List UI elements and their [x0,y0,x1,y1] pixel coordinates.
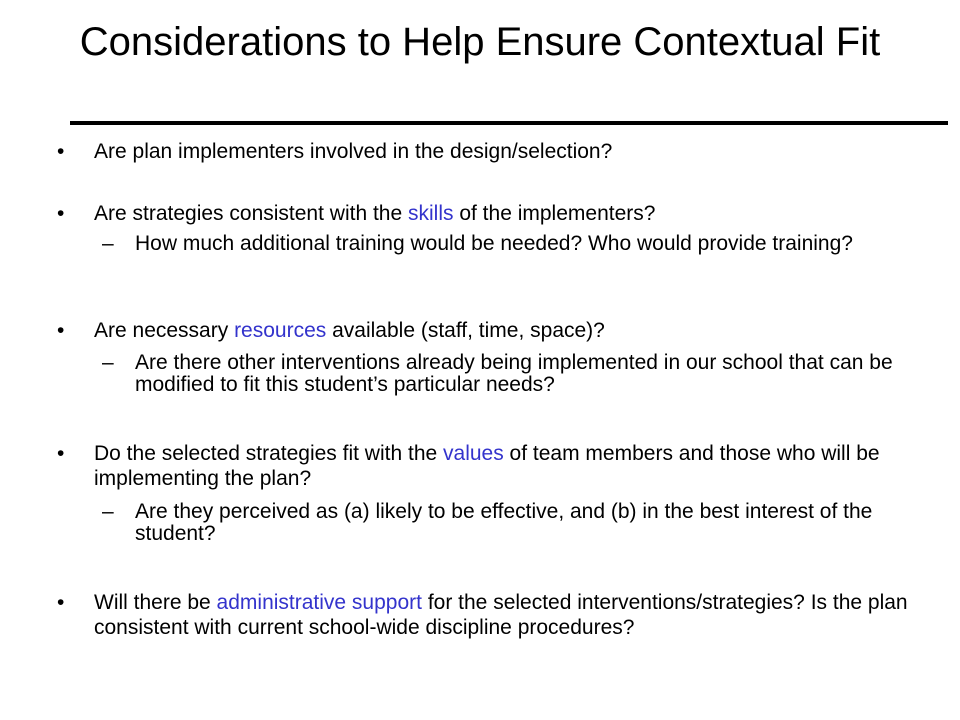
bullet-text: Will there be administrative support for the selected interventions/strategies? Is the plan consistent with current school-wide discipline procedures? [94,591,908,639]
bullet-marker: • [57,140,65,163]
sub-marker: – [102,232,114,255]
sub-marker: – [102,351,114,374]
sub-text: How much additional training would be needed? Who would provide training? [135,232,853,255]
keyword-values: values [443,442,504,465]
bullet-marker: • [57,442,65,465]
bullet-marker: • [57,319,65,342]
bullet-text: Are plan implementers involved in the design/selection? [94,140,613,163]
slide-title: Considerations to Help Ensure Contextual Fit [79,20,881,64]
bullet-text: Are necessary resources available (staff, time, space)? [94,319,605,342]
sub-text: Are they perceived as (a) likely to be effective, and (b) in the best interest of the student? [135,500,873,545]
keyword-administrative-support: administrative support [216,591,422,614]
title-underline [70,121,948,125]
bullet-marker: • [57,591,65,614]
bullet-text: Do the selected strategies fit with the values of team members and those who will be implementing the plan? [94,442,880,490]
bullet-text: Are strategies consistent with the skills of the implementers? [94,202,656,225]
keyword-skills: skills [408,202,454,225]
sub-marker: – [102,500,114,523]
sub-text: Are there other interventions already being implemented in our school that can be modified to fit this student’s particular needs? [135,351,893,396]
keyword-resources: resources [234,319,327,342]
bullet-marker: • [57,202,65,225]
